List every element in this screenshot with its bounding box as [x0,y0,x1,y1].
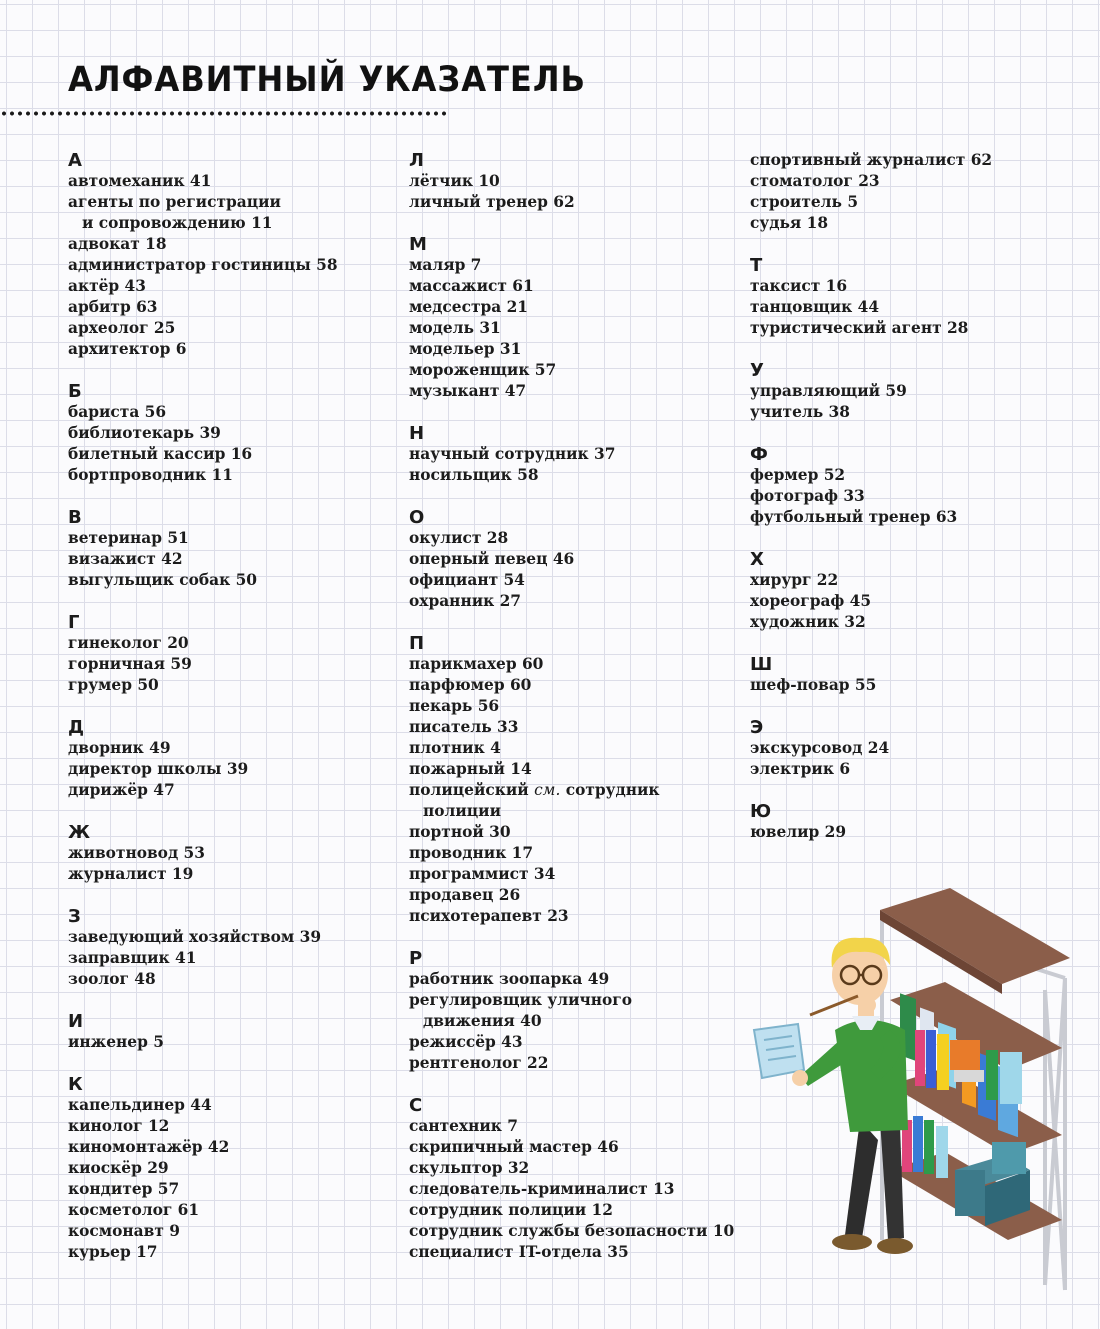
page-title: АЛФАВИТНЫЙ УКАЗАТЕЛЬ [68,60,586,100]
index-entry: заправщик 41 [68,949,197,967]
index-entry: билетный кассир 16 [68,445,253,463]
index-entry: животновод 53 [68,844,205,862]
index-entry: мороженщик 57 [409,361,557,379]
librarian-figure [754,938,913,1254]
index-entry: официант 54 [409,571,525,589]
index-section-t [750,255,1080,339]
index-entry: строитель 5 [750,193,859,211]
index-entry: кинолог 12 [68,1117,170,1135]
section-letter: Б [68,381,82,402]
index-entry: инженер 5 [68,1033,164,1051]
index-entry: адвокат 18 [68,235,167,253]
index-entry: писатель 33 [409,718,519,736]
index-entry: шеф-повар 55 [750,676,877,694]
index-entry: футбольный тренер 63 [750,508,958,526]
index-entry: археолог 25 [68,319,176,337]
index-entry-continued: и сопровождению 11 [82,214,273,232]
index-entry: сотрудник службы безопасности 10 [409,1222,735,1240]
index-section-z [68,906,398,990]
index-entry: окулист 28 [409,529,509,547]
index-entry: управляющий 59 [750,382,907,400]
section-letter: В [68,507,82,528]
index-entry: специалист IT-отдела 35 [409,1243,629,1261]
index-entry: автомеханик 41 [68,172,212,190]
index-section-m [409,234,739,402]
section-letter: С [409,1095,423,1116]
index-section-f [750,444,1080,528]
section-letter: Ж [68,822,91,843]
index-entry: продавец 26 [409,886,521,904]
index-column-1 [68,150,398,1263]
index-entry: бариста 56 [68,403,167,421]
index-entry: кондитер 57 [68,1180,180,1198]
index-entry-continued: движения 40 [423,1012,542,1030]
index-section-r [409,948,739,1074]
see-also-target: сотрудник [565,781,660,799]
section-letter: Д [68,717,85,738]
index-entry: космонавт 9 [68,1222,180,1240]
section-letter: П [409,633,425,654]
section-letter: З [68,906,81,927]
dotted-divider [0,111,448,116]
index-entry: охранник 27 [409,592,522,610]
section-letter: Ф [750,444,768,465]
index-entry: скрипичный мастер 46 [409,1138,619,1156]
index-entry: дирижёр 47 [68,781,175,799]
index-entry: учитель 38 [750,403,850,421]
index-entry: таксист 16 [750,277,848,295]
section-letter: Ш [750,654,773,675]
index-entry-term: полицейский [409,781,529,799]
index-section-zh [68,822,398,885]
index-entry: сотрудник полиции 12 [409,1201,613,1219]
section-letter: Л [409,150,424,171]
index-entry: бортпроводник 11 [68,466,233,484]
index-entry: фермер 52 [750,466,846,484]
index-section-p [409,633,739,927]
index-entry: сантехник 7 [409,1117,518,1135]
section-letter: Н [409,423,425,444]
index-entry: парфюмер 60 [409,676,532,694]
index-entry: ювелир 29 [750,823,847,841]
index-entry: режиссёр 43 [409,1033,523,1051]
index-entry: ветеринар 51 [68,529,189,547]
index-entry: личный тренер 62 [409,193,575,211]
index-entry: гинеколог 20 [68,634,189,652]
index-entry-continued: полиции [423,802,501,820]
index-entry: рентгенолог 22 [409,1054,549,1072]
index-entry: хореограф 45 [750,592,872,610]
index-entry: массажист 61 [409,277,534,295]
section-letter: У [750,360,764,381]
index-entry-see-also [409,780,739,801]
section-letter: К [68,1074,83,1095]
index-entry: зоолог 48 [68,970,156,988]
index-entry: спортивный журналист 62 [750,151,993,169]
index-entry: модель 31 [409,319,501,337]
index-entry: стоматолог 23 [750,172,880,190]
index-entry: косметолог 61 [68,1201,200,1219]
index-entry: киномонтажёр 42 [68,1138,230,1156]
index-entry: администратор гостиницы 58 [68,256,338,274]
index-entry: киоскёр 29 [68,1159,169,1177]
index-entry: оперный певец 46 [409,550,575,568]
index-entry: носильщик 58 [409,466,539,484]
index-entry: проводник 17 [409,844,534,862]
index-entry: курьер 17 [68,1243,158,1261]
index-entry: скульптор 32 [409,1159,530,1177]
index-section-n [409,423,739,486]
index-entry: регулировщик уличного [409,991,632,1009]
index-entry: выгульщик собак 50 [68,571,258,589]
index-section-k [68,1074,398,1263]
index-section-v [68,507,398,591]
index-entry: художник 32 [750,613,866,631]
index-section-d [68,717,398,801]
index-entry: библиотекарь 39 [68,424,221,442]
index-entry: научный сотрудник 37 [409,445,616,463]
index-entry: туристический агент 28 [750,319,969,337]
index-entry: архитектор 6 [68,340,187,358]
index-entry: хирург 22 [750,571,839,589]
section-letter: Р [409,948,423,969]
section-letter: И [68,1011,84,1032]
index-entry: работник зоопарка 49 [409,970,610,988]
index-section-b [68,381,398,486]
index-section-e [750,717,1080,780]
index-entry: судья 18 [750,214,829,232]
index-section-sh [750,654,1080,696]
index-section-yu [750,801,1080,843]
section-letter: А [68,150,82,171]
index-entry: программист 34 [409,865,556,883]
index-section-s-continued [750,150,1080,234]
index-entry: актёр 43 [68,277,146,295]
index-entry: горничная 59 [68,655,192,673]
index-entry: модельер 31 [409,340,522,358]
index-entry: лётчик 10 [409,172,500,190]
index-entry: грумер 50 [68,676,159,694]
index-entry: маляр 7 [409,256,482,274]
index-section-kh [750,549,1080,633]
index-entry: визажист 42 [68,550,183,568]
index-section-s [409,1095,739,1263]
index-entry: агенты по регистрации [68,193,281,211]
index-section-g [68,612,398,696]
section-letter: Ю [750,801,772,822]
index-entry: экскурсовод 24 [750,739,890,757]
section-letter: Т [750,255,763,276]
index-entry: фотограф 33 [750,487,865,505]
index-entry: дворник 49 [68,739,171,757]
index-column-2 [409,150,739,1263]
section-letter: Х [750,549,764,570]
section-letter: Г [68,612,80,633]
index-section-l [409,150,739,213]
index-entry: следователь-криминалист 13 [409,1180,675,1198]
index-entry: пекарь 56 [409,697,500,715]
index-entry: электрик 6 [750,760,851,778]
section-letter: Э [750,717,764,738]
index-entry: медсестра 21 [409,298,528,316]
index-entry: плотник 4 [409,739,501,757]
index-entry: журналист 19 [68,865,194,883]
index-column-3 [750,150,1080,843]
index-entry: парикмахер 60 [409,655,544,673]
index-section-u [750,360,1080,423]
section-letter: О [409,507,425,528]
index-section-o [409,507,739,612]
index-entry: директор школы 39 [68,760,249,778]
index-entry: психотерапевт 23 [409,907,569,925]
section-letter: М [409,234,427,255]
index-section-i [68,1011,398,1053]
index-entry: заведующий хозяйством 39 [68,928,322,946]
index-entry: танцовщик 44 [750,298,880,316]
index-entry: арбитр 63 [68,298,158,316]
index-section-a [68,150,398,360]
see-also-abbr: см. [534,781,561,799]
index-entry: музыкант 47 [409,382,527,400]
index-entry: пожарный 14 [409,760,532,778]
index-entry: капельдинер 44 [68,1096,212,1114]
librarian-bookshelf-illustration [740,880,1085,1300]
index-entry: портной 30 [409,823,511,841]
